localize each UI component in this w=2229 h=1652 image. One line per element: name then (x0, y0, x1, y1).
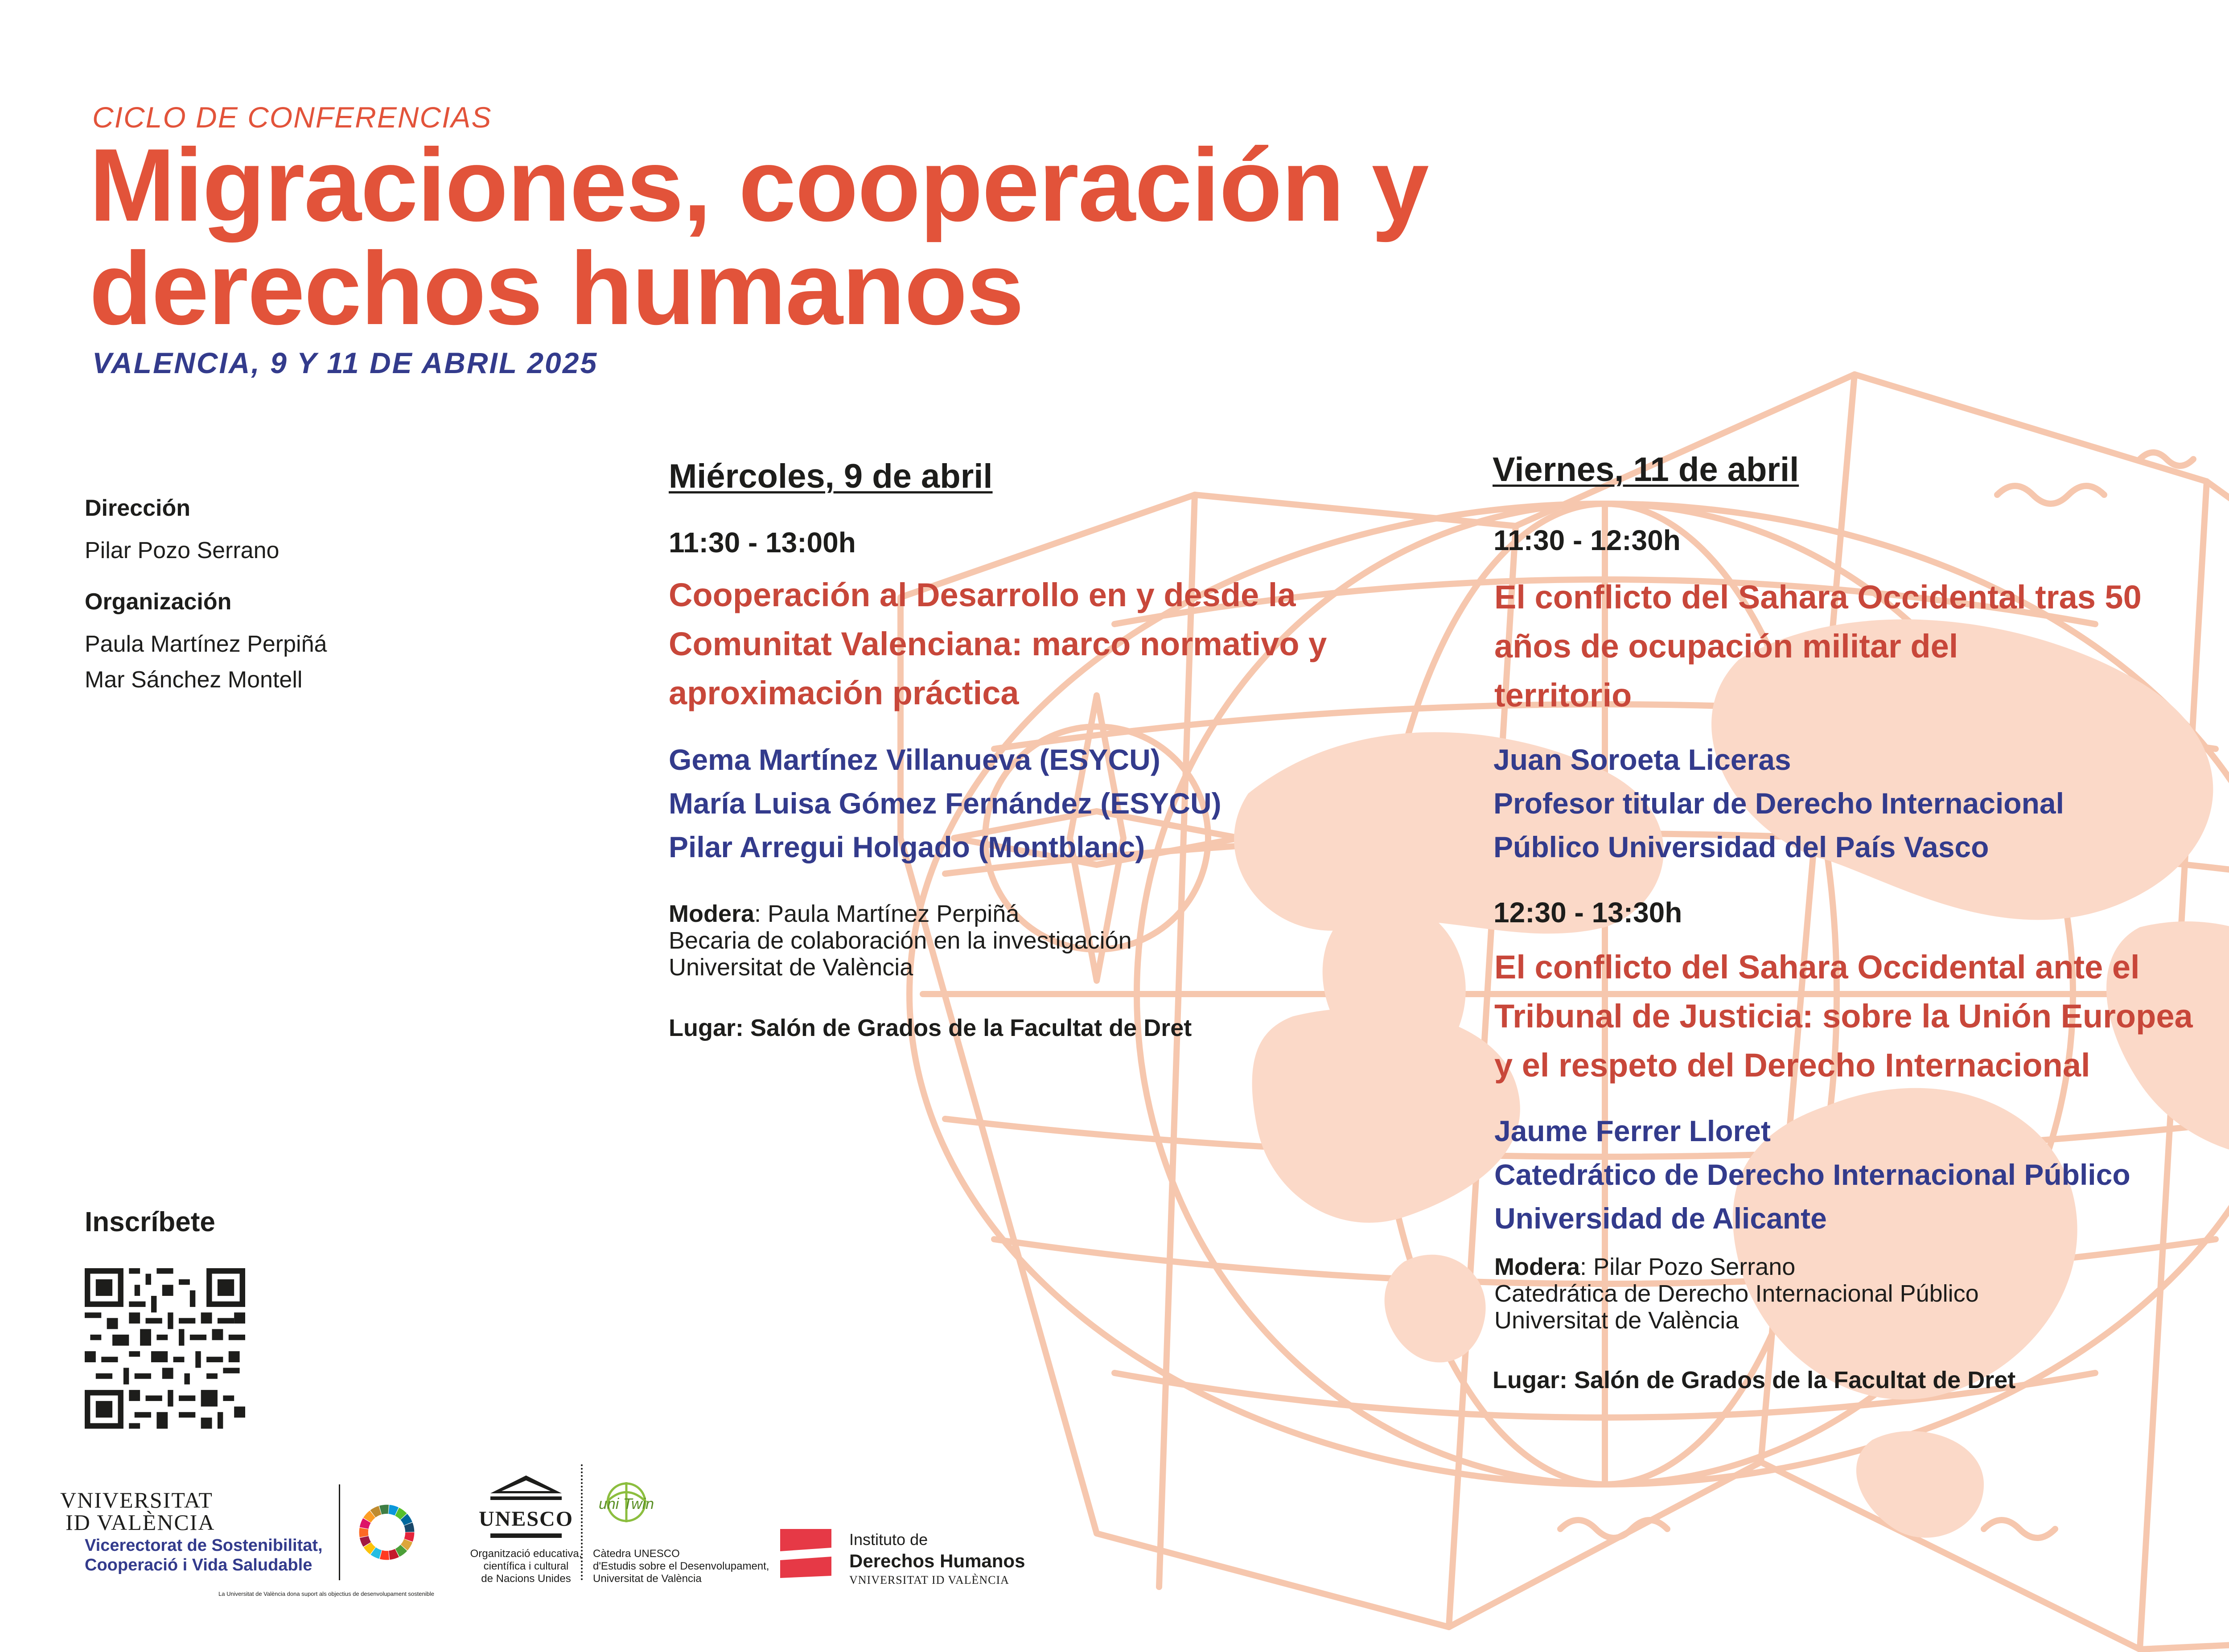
unesco-caption-3: de Nacions Unides (481, 1573, 571, 1585)
day2-modera-name: : Pilar Pozo Serrano (1580, 1253, 1796, 1280)
catedra-caption-3: Universitat de València (593, 1573, 702, 1585)
unitwin-word: uni Twin (598, 1496, 654, 1512)
title-line-1: Migraciones, cooperación y (89, 127, 1428, 243)
day2-session2-speaker (1494, 1109, 2130, 1240)
day1-moderator (669, 900, 1132, 981)
page-title (89, 127, 1428, 346)
day2-s1-talk-line-2: años de ocupación militar del (1494, 628, 1958, 665)
day1-modera-institution: Universitat de València (669, 954, 913, 981)
day2-title: Viernes, 11 de abril (1493, 451, 1799, 489)
day2-moderator (1494, 1253, 1979, 1334)
day1-speaker-1: Gema Martínez Villanueva (ESYCU) (669, 743, 1160, 776)
day2-place: Lugar: Salón de Grados de la Facultat de Dret (1493, 1367, 2016, 1393)
day1-modera-name: : Paula Martínez Perpiñá (754, 900, 1020, 927)
uv-logo-line-2: ID VALÈNCIA (66, 1510, 215, 1535)
direccion-name: Pilar Pozo Serrano (85, 538, 280, 563)
unesco-caption-2: científica i cultural (483, 1560, 569, 1572)
unesco-word: UNESCO (478, 1507, 574, 1531)
day2-session1-speaker (1493, 738, 2064, 869)
day2-session2-time: 12:30 - 13:30h (1493, 896, 1682, 929)
day1-talk-title (669, 571, 1327, 718)
idh-line-2: Derechos Humanos (849, 1550, 1025, 1571)
unesco-temple-icon (478, 1473, 574, 1540)
direccion-label: Dirección (85, 495, 190, 521)
day2-s2-speaker-role: Catedrático de Derecho Internacional Público (1494, 1158, 2130, 1191)
day2-modera-institution: Universitat de València (1494, 1307, 1739, 1334)
day1-talk-line-1: Cooperación al Desarrollo en y desde la (669, 576, 1296, 613)
day1-title: Miércoles, 9 de abril (669, 457, 993, 495)
catedra-caption-1: Càtedra UNESCO (593, 1548, 680, 1560)
idh-line-3: VNIVERSITAT ID VALÈNCIA (849, 1574, 1009, 1586)
idh-logo-icon (780, 1529, 834, 1587)
day2-s2-speaker-institution: Universidad de Alicante (1494, 1202, 1827, 1235)
vicerectorat-line-1: Vicerectorat de Sostenibilitat, (85, 1536, 323, 1555)
day2-s2-talk-line-3: y el respeto del Derecho Internacional (1494, 1047, 2090, 1084)
day1-speaker-2: María Luisa Gómez Fernández (ESYCU) (669, 787, 1221, 820)
day1-talk-line-3: aproximación práctica (669, 674, 1019, 711)
event-date: VALENCIA, 9 Y 11 DE ABRIL 2025 (92, 346, 598, 379)
unesco-caption-1: Organització educativa, (470, 1548, 582, 1560)
day2-s1-speaker-name: Juan Soroeta Liceras (1493, 743, 1791, 776)
day2-s2-talk-line-2: Tribunal de Justicia: sobre la Unión Europea (1494, 998, 2193, 1035)
catedra-caption (593, 1548, 769, 1585)
day1-modera-label: Modera (669, 900, 755, 927)
day2-modera-label: Modera (1494, 1253, 1580, 1280)
idh-line-1: Instituto de (849, 1530, 928, 1549)
vicerectorat-line-2: Cooperació i Vida Saludable (85, 1556, 313, 1574)
day1-speaker-3: Pilar Arregui Holgado (Montblanc) (669, 830, 1145, 863)
unesco-caption (455, 1548, 597, 1585)
sdg-wheel-icon (357, 1502, 417, 1562)
sdg-note: La Universitat de València dona suport als objectius de desenvolupament sostenible (218, 1590, 434, 1597)
day2-session1-talk-title (1494, 573, 2142, 720)
day2-s2-talk-line-1: El conflicto del Sahara Occidental ante el (1494, 949, 2140, 986)
title-line-2: derechos humanos (89, 231, 1024, 346)
day2-modera-role: Catedrática de Derecho Internacional Público (1494, 1280, 1979, 1307)
uv-logo (60, 1489, 215, 1533)
day2-s1-speaker-role-2: Público Universidad del País Vasco (1493, 830, 1989, 863)
day1-time: 11:30 - 13:00h (669, 526, 856, 559)
day2-session1-time: 11:30 - 12:30h (1493, 524, 1681, 556)
registration-qr-code[interactable] (85, 1268, 245, 1429)
day2-session2-talk-title (1494, 943, 2193, 1090)
day1-modera-role: Becaria de colaboración en la investigación (669, 927, 1132, 954)
unitwin-logo-icon (593, 1473, 660, 1531)
catedra-caption-2: d'Estudis sobre el Desenvolupament, (593, 1560, 769, 1572)
inscribete-label: Inscríbete (85, 1207, 215, 1237)
day2-s1-talk-line-1: El conflicto del Sahara Occidental tras 50 (1494, 579, 2142, 616)
day2-s1-talk-line-3: territorio (1494, 677, 1632, 714)
day2-s1-speaker-role-1: Profesor titular de Derecho Internacional (1493, 787, 2064, 820)
unesco-dotted-divider (581, 1464, 583, 1580)
footer-divider (339, 1484, 340, 1580)
idh-logo-text (849, 1530, 1025, 1588)
day1-talk-line-2: Comunitat Valenciana: marco normativo y (669, 625, 1327, 662)
day2-s2-speaker-name: Jaume Ferrer Lloret (1494, 1114, 1771, 1147)
organizacion-name-1: Paula Martínez Perpiñá (85, 631, 327, 657)
organizacion-label: Organización (85, 589, 232, 615)
uv-logo-line-1: VNIVERSITAT (60, 1488, 213, 1512)
header-kicker: CICLO DE CONFERENCIAS (92, 101, 492, 134)
day1-place: Lugar: Salón de Grados de la Facultat de Dret (669, 1015, 1192, 1041)
organizacion-name-2: Mar Sánchez Montell (85, 667, 303, 693)
day1-speakers (669, 738, 1221, 869)
vicerectorat-text (85, 1536, 323, 1575)
